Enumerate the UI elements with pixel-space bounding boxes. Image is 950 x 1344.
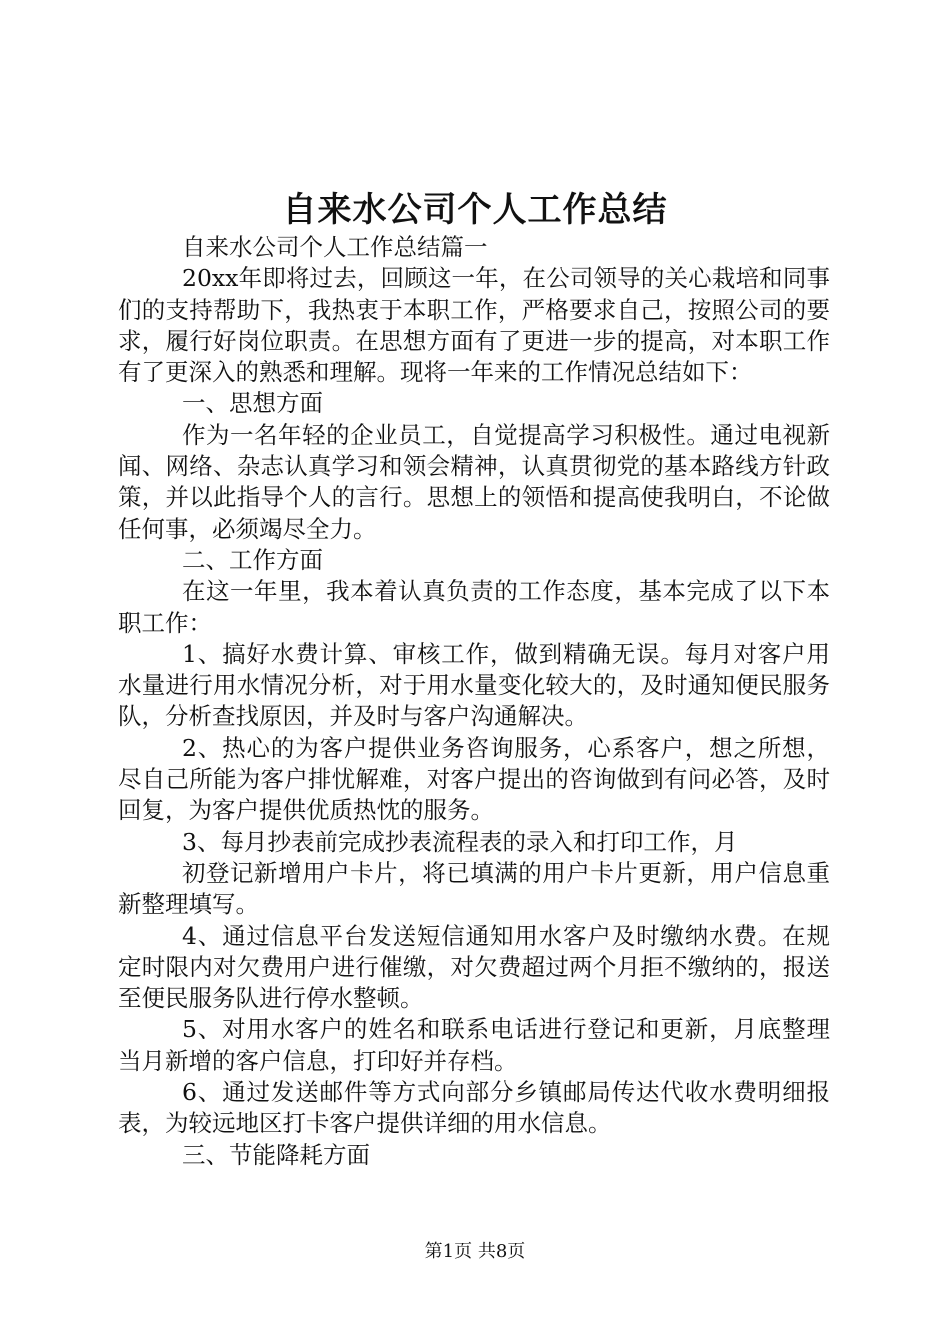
document-body (118, 232, 830, 1171)
document-title: 自来水公司个人工作总结 (282, 190, 668, 230)
list-item-3: 3、每月抄表前完成抄表流程表的录入和打印工作，月 (182, 827, 738, 856)
list-item-4: 4、通过信息平台发送短信通知用水客户及时缴纳水费。在规定时限内对欠费用户进行催缴，对欠费超过两个月拒不缴纳的，报送至便民服务队进行停水整顿。 (118, 921, 830, 1013)
paragraph-work-intro: 在这一年里，我本着认真负责的工作态度，基本完成了以下本职工作： (118, 577, 830, 637)
list-item-1: 1、搞好水费计算、审核工作，做到精确无误。每月对客户用水量进行用水情况分析，对于用水量变化较大的，及时通知便民服务队，分析查找原因，并及时与客户沟通解决。 (118, 639, 830, 731)
page-number: 第1页 共8页 (424, 1241, 526, 1262)
section-heading-part-one: 自来水公司个人工作总结篇一 (182, 233, 488, 261)
section-heading-energy: 三、节能降耗方面 (182, 1140, 370, 1169)
list-item-3-continued: 初登记新增用户卡片，将已填满的用户卡片更新，用户信息重新整理填写。 (118, 858, 830, 919)
paragraph-intro: 20xx年即将过去，回顾这一年，在公司领导的关心栽培和同事们的支持帮助下，我热衷于本职工作，严格要求自己，按照公司的要求，履行好岗位职责。在思想方面有了更进一步的提高，对本职工作有了更深入的熟悉和理解。现将一年来的工作情况总结如下： (118, 264, 830, 387)
list-item-6: 6、通过发送邮件等方式向部分乡镇邮局传达代收水费明细报表，为较远地区打卡客户提供详细的用水信息。 (118, 1078, 830, 1138)
list-item-5: 5、对用水客户的姓名和联系电话进行登记和更新，月底整理当月新增的客户信息，打印好并存档。 (118, 1015, 830, 1075)
list-item-2: 2、热心的为客户提供业务咨询服务，心系客户，想之所想，尽自己所能为客户排忧解难，对客户提出的咨询做到有问必答，及时回复，为客户提供优质热忱的服务。 (118, 733, 830, 825)
section-heading-thought: 一、思想方面 (182, 389, 323, 418)
section-heading-work: 二、工作方面 (182, 545, 323, 574)
paragraph-thought: 作为一名年轻的企业员工，自觉提高学习积极性。通过电视新闻、网络、杂志认真学习和领会精神，认真贯彻党的基本路线方针政策，并以此指导个人的言行。思想上的领悟和提高使我明白，不论做任何事，必须竭尽全力。 (118, 420, 830, 543)
